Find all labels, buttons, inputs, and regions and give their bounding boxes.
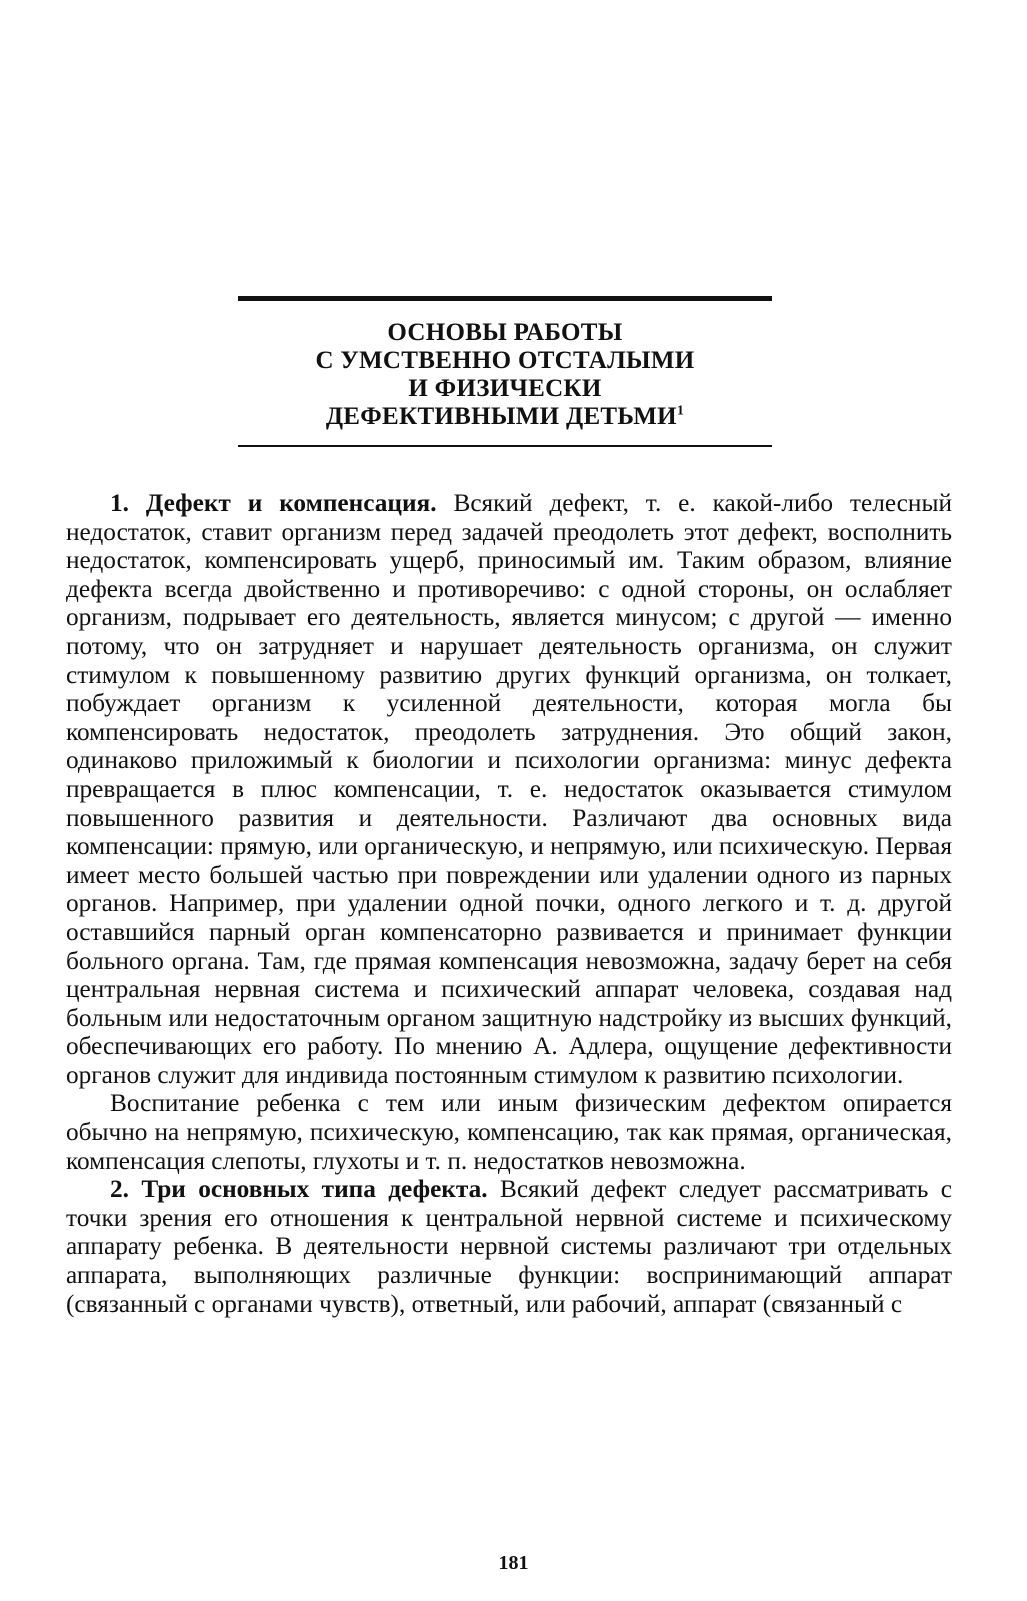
paragraph-text: Всякий дефект следует рассматривать с точки зрения его отношения к центральной нервной системе и психическому аппарату ребенка. В деятельности нервной системы различают три отдельных аппарата, выполняющих различные функции: воспринимающий аппарат (связанный с органами чувств), ответный, или рабочий, аппарат (связанный с	[66, 1175, 952, 1318]
section-heading: 2. Три основных типа дефекта.	[110, 1175, 488, 1204]
paragraph-text: Всякий дефект, т. е. какой-либо телесный недостаток, ставит организм перед задачей преодолеть этот дефект, восполнить недостаток, компенсировать ущерб, приносимый им. Таким образом, влияние дефекта всегда двойственно и противоречиво: с одной стороны, он ослабляет организм, подрывает его деятельность, является минусом; с другой — именно потому, что он затрудняет и нарушает деятельность организма, он служит стимулом к повышенному развитию других функций организма, он толкает, побуждает организм к усиленной деятельности, которая могла бы компенсировать недостаток, преодолеть затруднения. Это общий закон, одинаково приложимый к биологии и психологии организма: минус дефекта превращается в плюс компенсации, т. е. недостаток оказывается стимулом повышенного развития и деятельности. Различают два основных вида компенсации: прямую, или органическую, и непрямую, или психическую. Первая имеет место большей частью при повреждении или удалении одного из парных органов. Например, при удалении одной почки, одного легкого и т. д. другой оставшийся парный орган компенсаторно развивается и принимает функции больного органа. Там, где прямая компенсация невозможна, задачу берет на себя центральная нервная система и психический аппарат человека, создавая над больным или недостаточным органом защитную надстройку из высших функций, обеспечивающих его работу. По мнению А. Адлера, ощущение дефективности органов служит для индивида постоянным стимулом к развитию психологии.	[66, 489, 952, 1089]
section-heading: 1. Дефект и компенсация.	[110, 489, 437, 517]
page-number: 181	[498, 1552, 529, 1574]
title-bottom-rule	[238, 445, 772, 447]
chapter-heading	[238, 296, 772, 447]
title-line: И ФИЗИЧЕСКИ	[408, 375, 602, 402]
title-top-rule	[238, 296, 772, 301]
title-line-text: ДЕФЕКТИВНЫМИ ДЕТЬМИ	[325, 403, 677, 430]
title-line: С УМСТВЕННО ОТСТАЛЫМИ	[315, 347, 695, 374]
title-line	[238, 403, 772, 431]
chapter-title	[238, 319, 772, 431]
title-line: ОСНОВЫ РАБОТЫ	[387, 319, 623, 346]
paragraph-2: Воспитание ребенка с тем или иным физическим дефектом опирается обычно на непрямую, психическую, компенсацию, так как прямая, органическая, компенсация слепоты, глухоты и т. п. недостатков невозможна.	[66, 1089, 952, 1175]
paragraph-section-1	[66, 489, 952, 1089]
paragraph-section-2	[66, 1175, 952, 1318]
body-text	[66, 489, 952, 1318]
footnote-mark: 1	[676, 403, 685, 419]
